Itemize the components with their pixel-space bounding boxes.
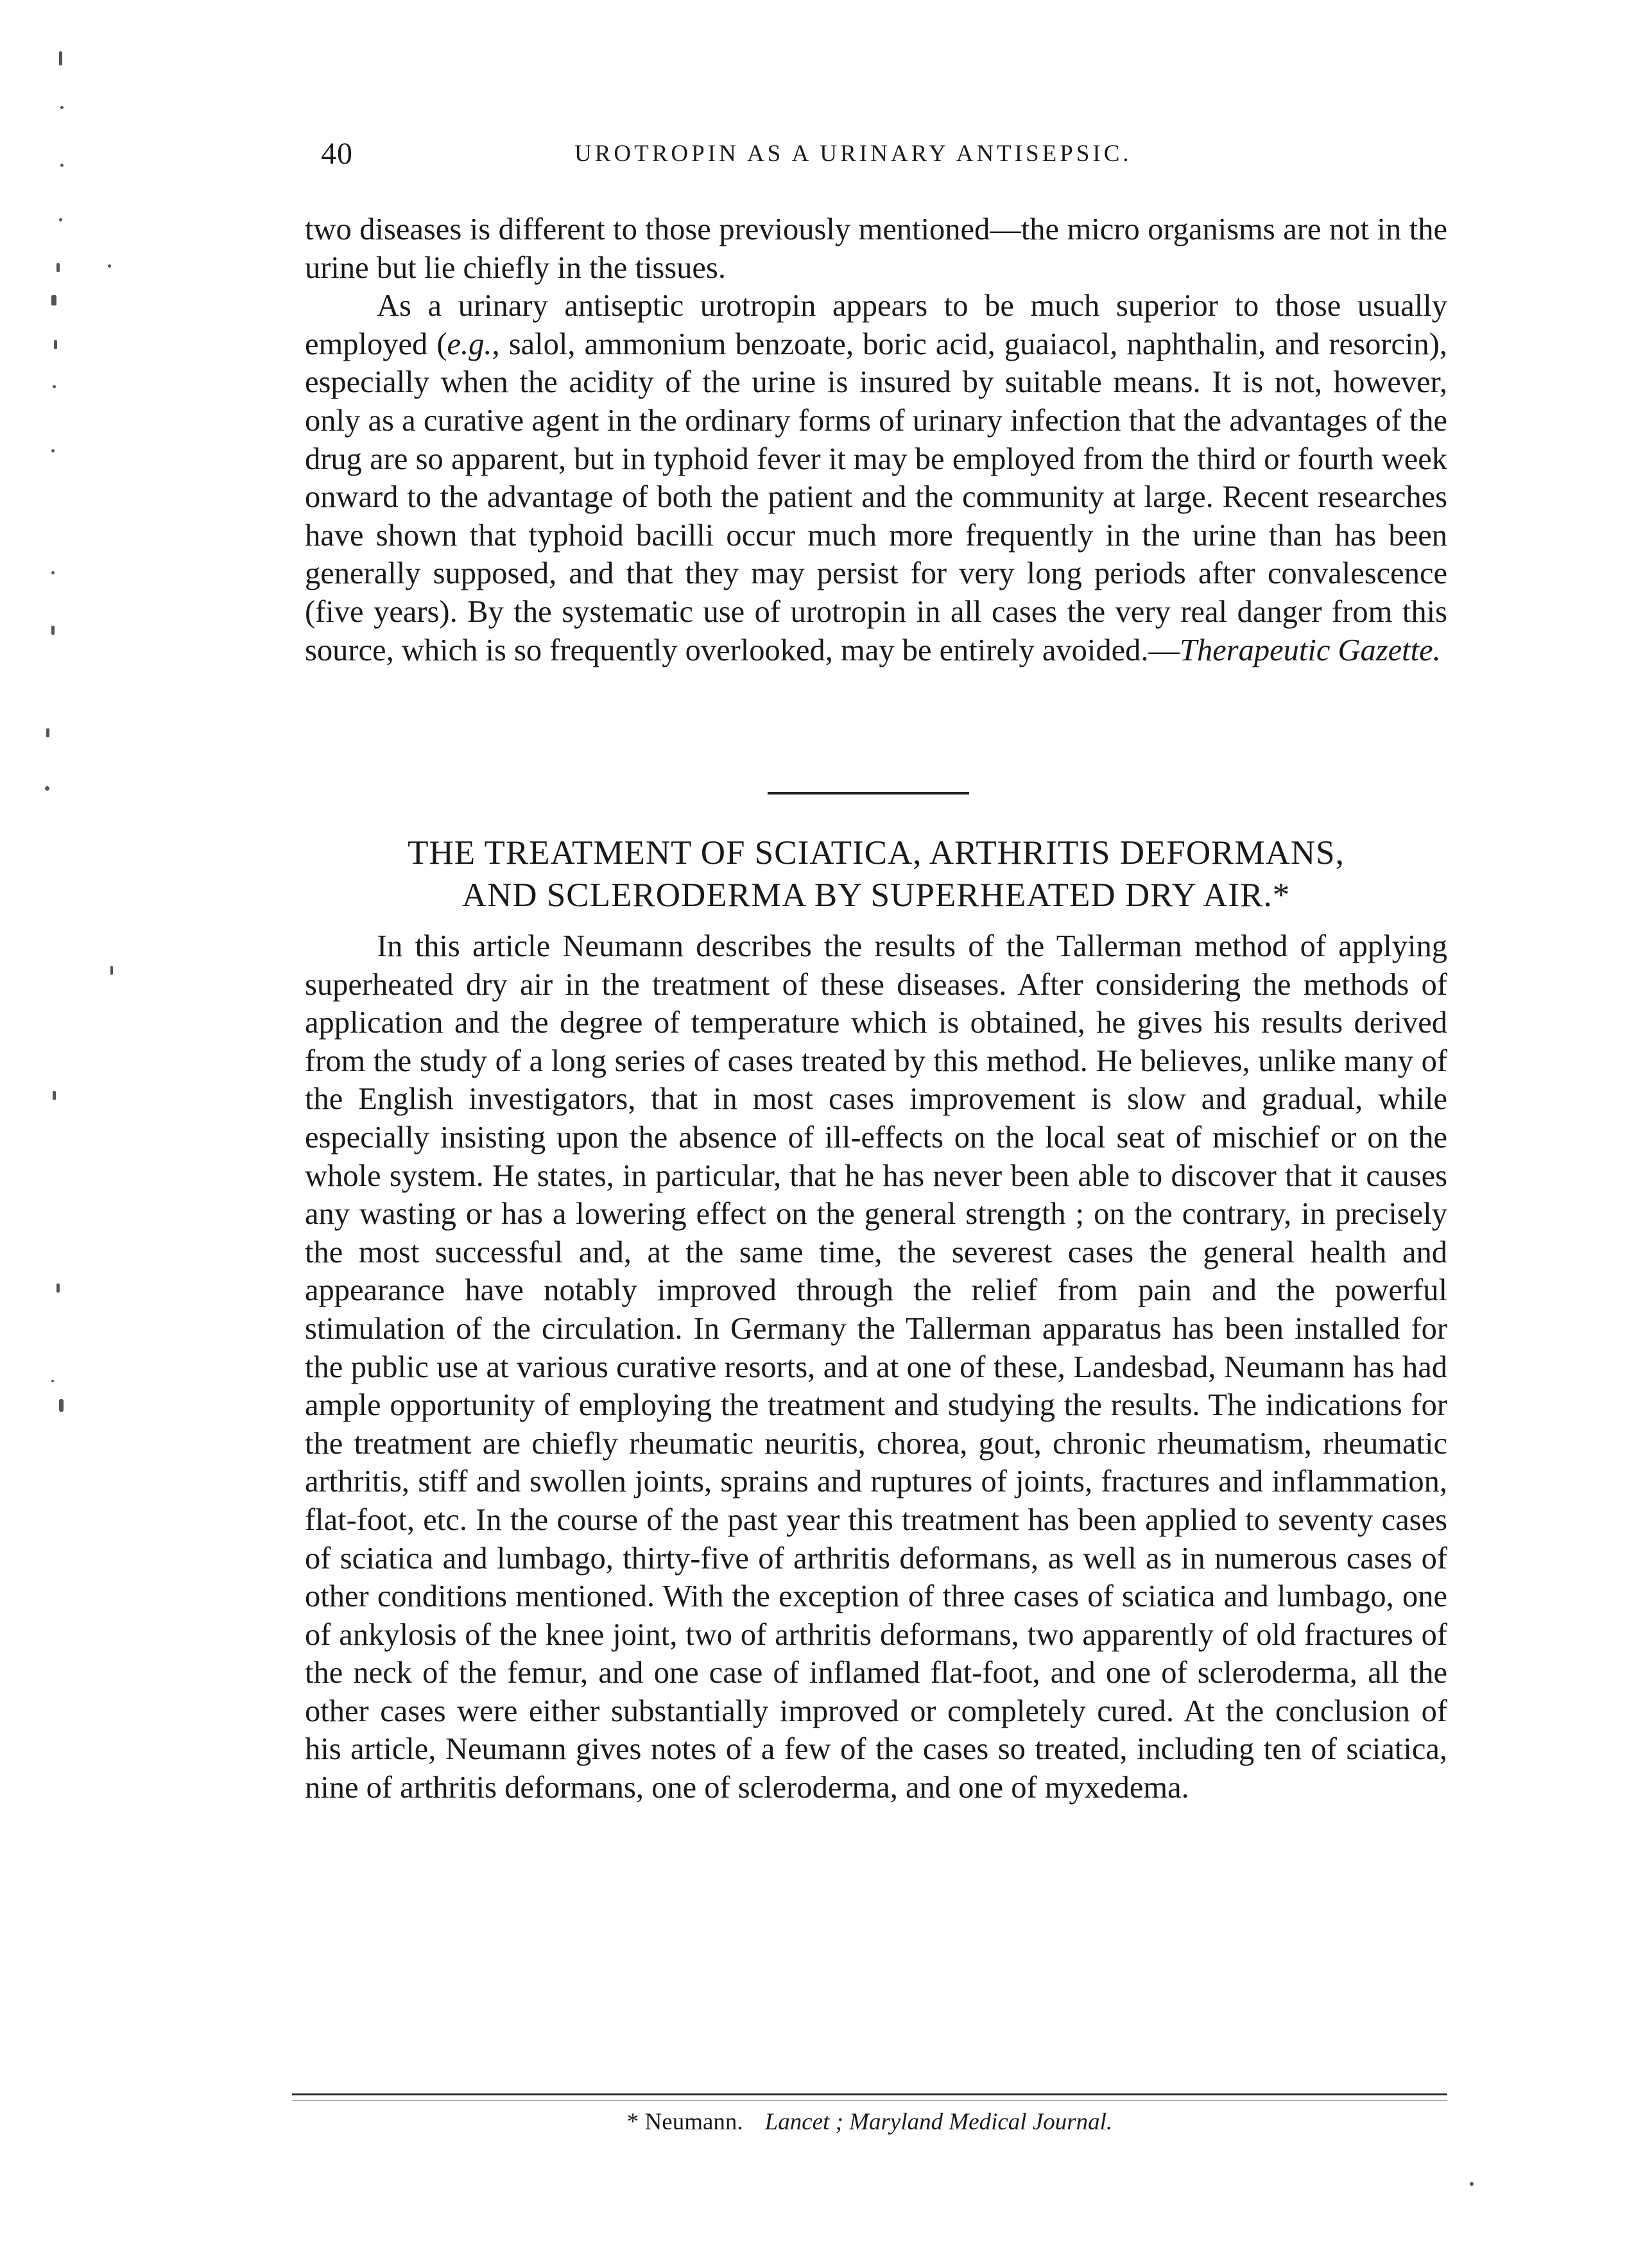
scan-speckle [51, 1380, 54, 1382]
running-header [321, 136, 1451, 181]
paragraph-text-end: , salol, ammonium benzoate, boric acid, guaiacol, naphthalin, and resorcin), especially when the acidity of the urine is insured by suitable means. It is not, however, only as a curative agent in the ordinary forms of urinary infection that the advantages of the drug are so apparent, but in typhoid fever it may be employed from the third or fourth week onward to the advantage of both the patient and the community at large. Recent researches have shown that typhoid bacilli occur much more frequently in the urine than has been generally supposed, and that they may persist for very long periods after convalescence (five years). By the systematic use of urotropin in all cases the very real danger from this source, which is so frequently overlooked, may be entirely avoided.— [305, 327, 1447, 667]
scan-speckle [108, 264, 111, 268]
scan-speckle [53, 1091, 56, 1100]
article-heading [295, 832, 1457, 916]
article-2-text [305, 927, 1447, 1807]
source-citation: Therapeutic Gazette. [1180, 633, 1441, 667]
article-1-text [305, 210, 1447, 669]
scan-speckle [56, 263, 60, 272]
scan-speckle [59, 218, 62, 221]
paragraph-urotropin [305, 287, 1447, 669]
scan-speckle [59, 1399, 64, 1412]
section-divider [768, 792, 969, 795]
scan-speckle [60, 106, 64, 109]
scan-speckle [110, 966, 113, 975]
page-number: 40 [321, 137, 353, 171]
scan-speckle [1470, 2182, 1474, 2186]
scan-speckle [59, 51, 62, 65]
scan-speckle [51, 295, 56, 305]
footnote-author: * Neumann. [626, 2109, 743, 2135]
scan-speckle [60, 164, 64, 167]
scan-speckle [45, 786, 49, 791]
paragraph-text-start: As a urinary antiseptic urotropin appears to be much superior to those usually employed ( [305, 289, 1447, 361]
article-heading-line-2: AND SCLERODERMA BY SUPERHEATED DRY AIR.* [461, 877, 1291, 914]
scan-speckle [53, 385, 56, 388]
running-title: UROTROPIN AS A URINARY ANTISEPSIC. [574, 141, 1132, 167]
paragraph-continuation: two diseases is different to those previously mentioned—the micro organisms are not in the urine but lie chiefly in the tissues. [305, 212, 1447, 285]
scan-speckle [54, 340, 57, 349]
paragraph-sciatica: In this article Neumann describes the results of the Tallerman method of applying superheated dry air in the treatment of these diseases. After considering the methods of application and the degree of temperature which is obtained, he gives his results derived from the study of a long series of cases treated by this method. He believes, unlike many of the English investigators, that in most cases improvement is slow and gradual, while especially insisting upon the absence of ill-effects on the local seat of mischief or on the whole system. He states, in particular, that he has never been able to discover that it causes any wasting or has a lowering effect on the general strength ; on the contrary, in precisely the most successful and, at the same time, the severest cases the general health and appearance have notably improved through the relief from pain and the powerful stimulation of the circulation. In Germany the Tallerman apparatus has been installed for the public use at various curative resorts, and at one of these, Landesbad, Neumann has had ample opportunity of employing the treatment and studying the results. The indications for the treatment are chiefly rheumatic neuritis, chorea, gout, chronic rheumatism, rheumatic arthritis, stiff and swollen joints, sprains and ruptures of joints, fractures and inflammation, flat-foot, etc. In the course of the past year this treatment has been applied to seventy cases of sciatica and lumbago, thirty-five of arthritis deformans, as well as in numerous cases of other conditions mentioned. With the exception of three cases of sciatica and lumbago, one of ankylosis of the knee joint, two of arthritis deformans, two apparently of old fractures of the neck of the femur, and one case of inflamed flat-foot, and one of scleroderma, all the other cases were either substantially improved or completely cured. At the conclusion of his article, Neumann gives notes of a few of the cases so treated, including ten of sciatica, nine of arthritis deformans, one of scleroderma, and one of myxedema. [305, 929, 1447, 1805]
scan-speckle [51, 449, 55, 452]
scan-speckle [51, 571, 55, 574]
footnote [292, 2106, 1447, 2138]
footnote-journals: Lancet ; Maryland Medical Journal. [764, 2109, 1113, 2135]
article-heading-line-1: THE TREATMENT OF SCIATICA, ARTHRITIS DEFORMANS, [408, 834, 1345, 872]
footnote-rule [292, 2093, 1447, 2095]
scan-speckle [46, 728, 49, 737]
scan-speckle [56, 1284, 60, 1293]
scan-speckle [51, 626, 55, 635]
paragraph-italic-eg: e.g. [447, 327, 492, 361]
